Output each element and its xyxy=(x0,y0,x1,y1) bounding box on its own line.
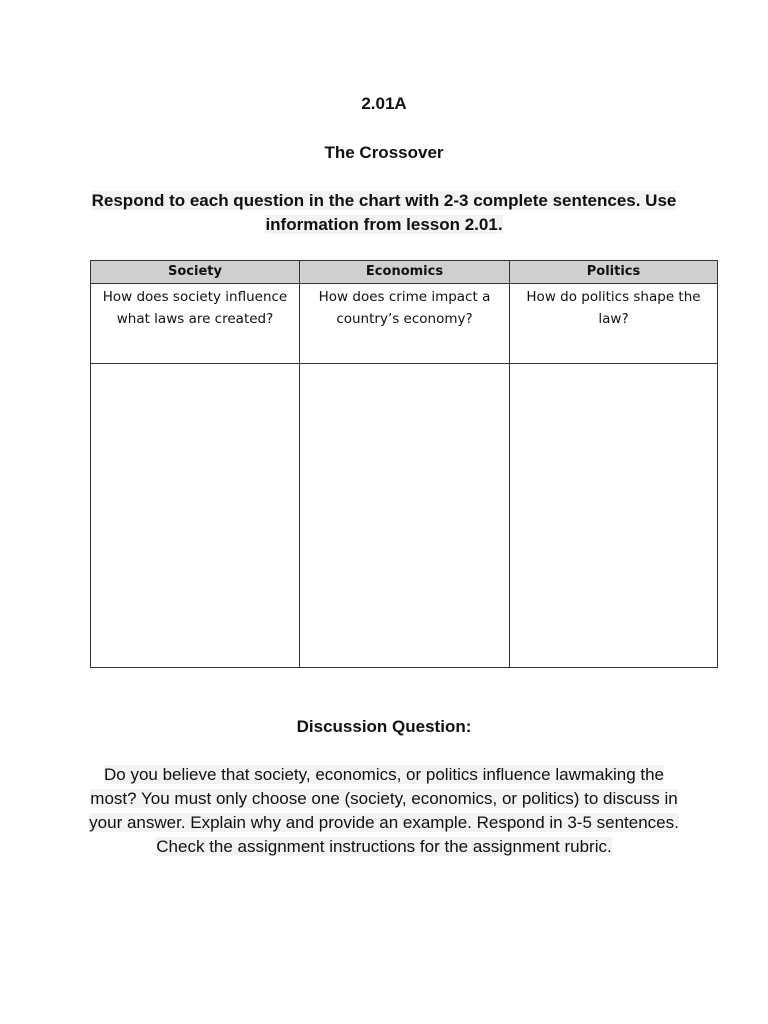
page-title: The Crossover xyxy=(324,143,444,162)
answer-row xyxy=(91,364,718,668)
response-chart xyxy=(90,260,718,668)
assignment-code: 2.01A xyxy=(361,94,407,113)
discussion-question-text: Do you believe that society, economics, or politics influence lawmaking the most? You must only choose one (society, economics, or politics) to discuss in your answer. Explain why and provide an example. Respond in 3-5 sentences. Check the assignment instructions for the assignment rubric. xyxy=(89,765,679,856)
column-header-politics: Politics xyxy=(510,261,718,284)
answer-cell-politics[interactable] xyxy=(510,364,718,668)
discussion-heading: Discussion Question: xyxy=(296,717,472,736)
discussion-question xyxy=(84,763,684,859)
answer-cell-economics[interactable] xyxy=(300,364,510,668)
question-row xyxy=(91,284,718,364)
instructions-text: Respond to each question in the chart with 2-3 complete sentences. Use information from lesson 2.01. xyxy=(91,191,677,234)
question-society: How does society influence what laws are created? xyxy=(91,284,300,364)
column-header-economics: Economics xyxy=(300,261,510,284)
answer-cell-society[interactable] xyxy=(91,364,300,668)
chart-header-row xyxy=(91,261,718,284)
question-economics: How does crime impact a country’s economy? xyxy=(300,284,510,364)
instructions xyxy=(90,189,678,237)
column-header-society: Society xyxy=(91,261,300,284)
question-politics: How do politics shape the law? xyxy=(510,284,718,364)
